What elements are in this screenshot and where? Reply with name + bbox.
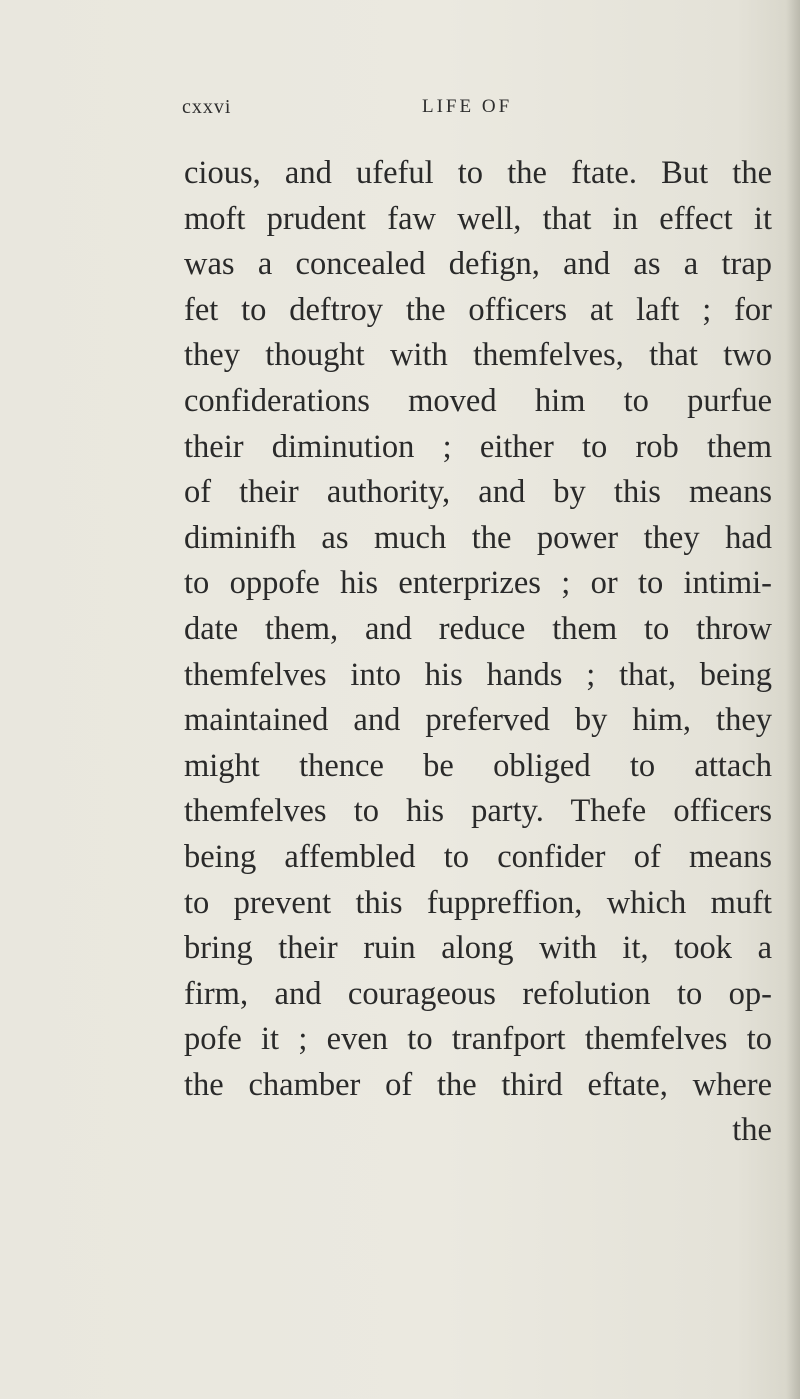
text-line: themfelves to his party. Thefe officers <box>184 793 772 830</box>
text-line: firm, and courageous refolution to op- <box>184 975 772 1012</box>
text-line: moft prudent faw well, that in effect it <box>184 200 772 237</box>
text-line: confiderations moved him to purfue <box>184 382 772 419</box>
page-number: cxxvi <box>182 96 232 118</box>
text-line: bring their ruin along with it, took a <box>184 930 772 967</box>
running-header <box>182 92 582 132</box>
text-line: cious, and ufeful to the ftate. But the <box>184 155 772 191</box>
text-line: maintained and preferved by him, they <box>184 702 772 739</box>
text-line: diminifh as much the power they had <box>184 519 772 556</box>
catchword: the <box>732 1112 772 1149</box>
text-line: themfelves into his hands ; that, being <box>184 656 772 693</box>
text-line: was a concealed defign, and as a trap <box>184 246 772 283</box>
running-title: LIFE OF <box>422 96 513 117</box>
text-line: pofe it ; even to tranfport themfelves to <box>184 1021 772 1058</box>
text-line: date them, and reduce them to throw <box>184 610 772 647</box>
text-line: to oppofe his enterprizes ; or to intimi- <box>184 565 772 602</box>
body-text <box>184 151 772 1154</box>
text-line: they thought with themfelves, that two <box>184 337 772 374</box>
text-line: the chamber of the third eftate, where <box>184 1066 772 1103</box>
text-line: their diminution ; either to rob them <box>184 428 772 465</box>
text-line: might thence be obliged to attach <box>184 747 772 784</box>
text-line: to prevent this fuppreffion, which muft <box>184 884 772 921</box>
text-line: fet to deftroy the officers at laft ; for <box>184 291 772 328</box>
page-edge-shadow <box>786 0 800 1399</box>
text-line: being affembled to confider of means <box>184 838 772 875</box>
text-line: of their authority, and by this means <box>184 474 772 511</box>
